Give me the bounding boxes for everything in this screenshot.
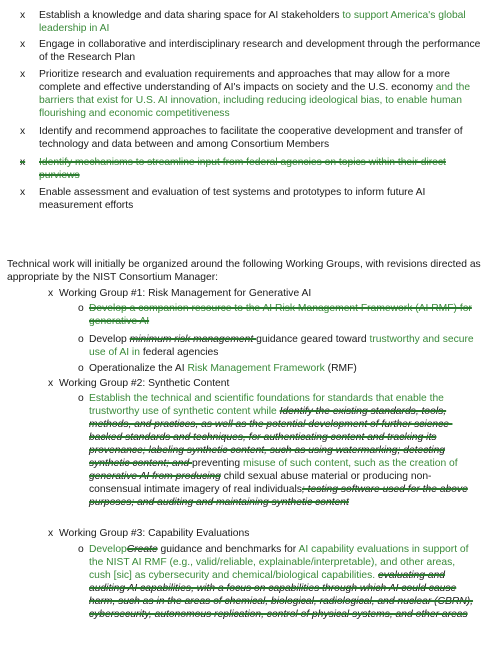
bullet: x bbox=[48, 378, 54, 389]
wg2-text: Establish the technical and scientific foundations for standards that enable the trustworthy use of synthetic content while Identify the existing standards, tools, methods, and practices, as well as the potential development of further science-backed standards and techniques, for authenticating content and tracking its provenance; labeling synthetic content, such as using watermarking; detecting synthetic content; and preventing misuse of such content, such as the creation of generative AI from producing child sexual abuse material or producing non-consensual intimate imagery of real individuals; testing software used for the above purposes; and auditing and maintaining synthetic content bbox=[89, 393, 468, 508]
goal-text: Establish a knowledge and data sharing space for AI stakeholders to support America's global leadership in AI bbox=[39, 10, 466, 34]
bullet: x bbox=[48, 528, 54, 539]
bullet: x bbox=[20, 69, 26, 80]
goal-text: Engage in collaborative and interdisciplinary research and development through the performance of the Research Plan bbox=[39, 39, 481, 63]
bullet: x bbox=[20, 157, 26, 168]
working-group-label: Working Group #2: Synthetic Content bbox=[59, 378, 230, 389]
goal-text: Enable assessment and evaluation of test systems and prototypes to inform future AI measurement efforts bbox=[39, 187, 426, 211]
sub-bullet: o bbox=[78, 303, 84, 314]
goal-item-deleted bbox=[20, 156, 482, 182]
sub-bullet: o bbox=[78, 544, 84, 555]
sub-bullet: o bbox=[78, 363, 84, 374]
bullet: x bbox=[20, 187, 26, 198]
goal-item bbox=[20, 9, 482, 35]
goal-text-deleted: Identify mechanisms to streamline input from federal agencies on topics within their direct purviews bbox=[39, 157, 446, 181]
goal-item bbox=[20, 38, 482, 64]
working-group-label: Working Group #3: Capability Evaluations bbox=[59, 528, 250, 539]
wg1-text-deleted: Develop a companion resource to the AI Risk Management Framework (AI RMF) for generative AI bbox=[89, 303, 472, 327]
sub-bullet: o bbox=[78, 334, 84, 345]
goal-item bbox=[20, 186, 482, 212]
bullet: x bbox=[48, 288, 54, 299]
wg1-text: Operationalize the AI Risk Management Framework (RMF) bbox=[89, 363, 357, 374]
wg1-text: Develop minimum risk management guidance geared toward trustworthy and secure use of AI in federal agencies bbox=[89, 334, 474, 358]
sub-bullet: o bbox=[78, 393, 84, 404]
intro-paragraph: Technical work will initially be organized around the following Working Groups, with revisions directed as appropriate by the NIST Consortium Manager: bbox=[7, 259, 481, 283]
goal-item bbox=[20, 68, 482, 122]
wg3-text: DevelopCreate guidance and benchmarks for AI capability evaluations in support of the NIST AI RMF (e.g., valid/reliable, explainable/interpretable), and other areas, cush [sic] as cybersecurity and chemical/biological capabilities. evaluating and auditing AI capabilities, with a focus on capabilities through which AI could cause harm, such as in the areas of chemical, biological, radiological, and nuclear (CBRN), cybersecurity, autonomous replication, control of physical systems, and other areas bbox=[89, 544, 474, 620]
bullet: x bbox=[20, 39, 26, 50]
goal-item bbox=[20, 125, 482, 151]
bullet: x bbox=[20, 126, 26, 137]
goal-text: Prioritize research and evaluation requirements and approaches that may allow for a more complete and effective understanding of AI's impacts on society and the U.S. economy and the barriers that exist for U.S. AI innovation, including reducing ideological bias, to enable human flourishing and economic competitiveness bbox=[39, 69, 471, 119]
bullet: x bbox=[20, 10, 26, 21]
working-group-label: Working Group #1: Risk Management for Generative AI bbox=[59, 288, 312, 299]
goal-text: Identify and recommend approaches to facilitate the cooperative development and transfer of technology and data between and among Consortium Members bbox=[39, 126, 463, 150]
